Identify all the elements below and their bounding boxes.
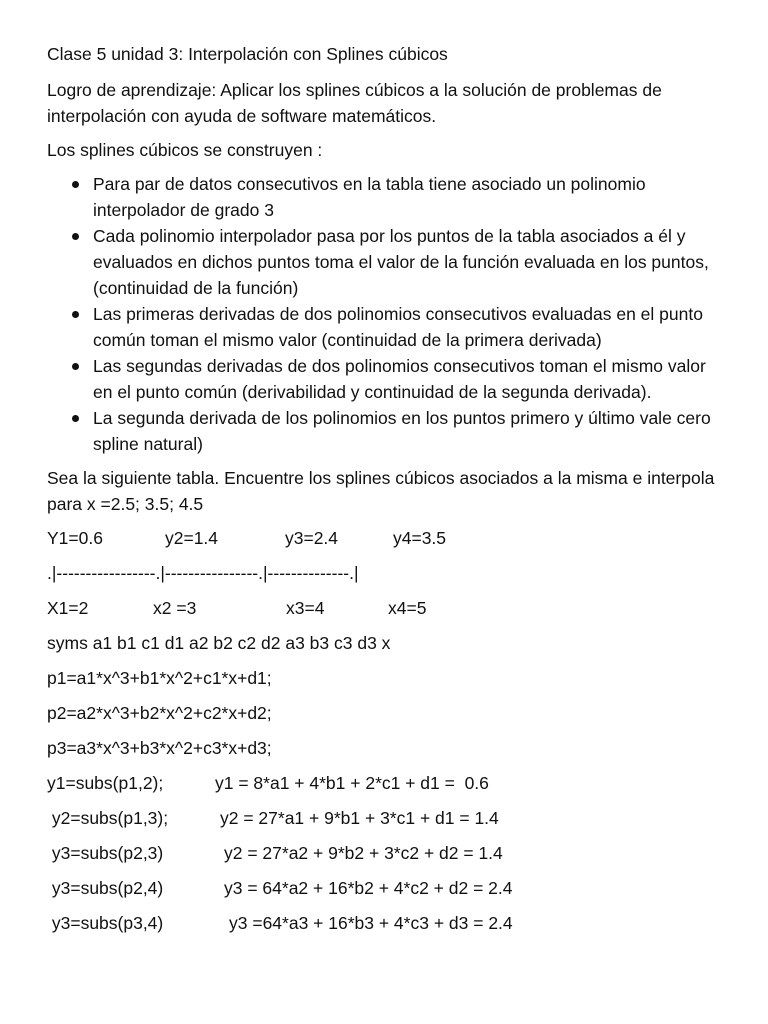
bullet-dot-icon xyxy=(72,233,79,240)
table-cell-x1: X1=2 xyxy=(47,598,89,618)
code-line-p2: p2=a2*x^3+b2*x^2+c2*x+d2; xyxy=(47,703,272,723)
bullet-text: Cada polinomio interpolador pasa por los puntos de la tabla asociados a él y evaluados en dichos puntos toma el valor de la función evaluada en los puntos, (continuidad de la función) xyxy=(93,226,709,298)
equation-row xyxy=(47,910,728,936)
equation-right: y1 = 8*a1 + 4*b1 + 2*c1 + d1 = 0.6 xyxy=(215,773,489,793)
equation-right: y3 =64*a3 + 16*b3 + 4*c3 + d3 = 2.4 xyxy=(229,913,513,933)
bullet-item xyxy=(47,405,728,457)
table-separator: .|-----------------.|----------------.|--------------.| xyxy=(47,563,359,583)
bullet-dot-icon xyxy=(72,311,79,318)
bullet-item xyxy=(47,223,728,301)
bullet-dot-icon xyxy=(72,181,79,188)
equation-right: y3 = 64*a2 + 16*b2 + 4*c2 + d2 = 2.4 xyxy=(224,878,513,898)
learning-goal: Logro de aprendizaje: Aplicar los splines cúbicos a la solución de problemas de interpolación con ayuda de software matemáticos. xyxy=(47,80,662,126)
equation-right: y2 = 27*a1 + 9*b1 + 3*c1 + d1 = 1.4 xyxy=(220,808,499,828)
table-cell-y3: y3=2.4 xyxy=(285,528,339,548)
table-cell-y4: y4=3.5 xyxy=(393,528,447,548)
table-cell-x4: x4=5 xyxy=(388,598,427,618)
document-title: Clase 5 unidad 3: Interpolación con Splines cúbicos xyxy=(47,44,448,64)
equation-left: y3=subs(p2,3) xyxy=(47,843,164,863)
equation-row xyxy=(47,875,728,901)
bullet-list xyxy=(47,171,728,457)
equation-right: y2 = 27*a2 + 9*b2 + 3*c2 + d2 = 1.4 xyxy=(224,843,503,863)
table-cell-x3: x3=4 xyxy=(286,598,325,618)
table-x-row xyxy=(47,595,728,621)
bullet-item xyxy=(47,171,728,223)
table-cell-x2: x2 =3 xyxy=(153,598,197,618)
problem-statement: Sea la siguiente tabla. Encuentre los splines cúbicos asociados a la misma e interpola para x =2.5; 3.5; 4.5 xyxy=(47,468,715,514)
table-cell-y1: Y1=0.6 xyxy=(47,528,103,548)
equation-left: y2=subs(p1,3); xyxy=(47,808,169,828)
bullet-item xyxy=(47,353,728,405)
equation-row xyxy=(47,805,728,831)
bullet-item xyxy=(47,301,728,353)
code-line-p1: p1=a1*x^3+b1*x^2+c1*x+d1; xyxy=(47,668,272,688)
bullet-dot-icon xyxy=(72,415,79,422)
code-line-p3: p3=a3*x^3+b3*x^2+c3*x+d3; xyxy=(47,738,272,758)
intro-text: Los splines cúbicos se construyen : xyxy=(47,140,323,160)
equation-row xyxy=(47,840,728,866)
bullet-dot-icon xyxy=(72,363,79,370)
bullet-text: Las primeras derivadas de dos polinomios consecutivos evaluadas en el punto común toman el mismo valor (continuidad de la primera derivada) xyxy=(93,304,703,350)
table-y-row xyxy=(47,525,728,551)
equation-left: y3=subs(p2,4) xyxy=(47,878,164,898)
equation-left: y3=subs(p3,4) xyxy=(47,913,164,933)
bullet-text: Las segundas derivadas de dos polinomios consecutivos toman el mismo valor en el punto común (derivabilidad y continuidad de la segunda derivada). xyxy=(93,356,706,402)
equation-left: y1=subs(p1,2); xyxy=(47,773,164,793)
code-line-syms: syms a1 b1 c1 d1 a2 b2 c2 d2 a3 b3 c3 d3 x xyxy=(47,633,391,653)
table-cell-y2: y2=1.4 xyxy=(165,528,219,548)
equation-row xyxy=(47,770,728,796)
bullet-text: La segunda derivada de los polinomios en los puntos primero y último vale cero spline natural) xyxy=(93,408,711,454)
bullet-text: Para par de datos consecutivos en la tabla tiene asociado un polinomio interpolador de grado 3 xyxy=(93,174,646,220)
